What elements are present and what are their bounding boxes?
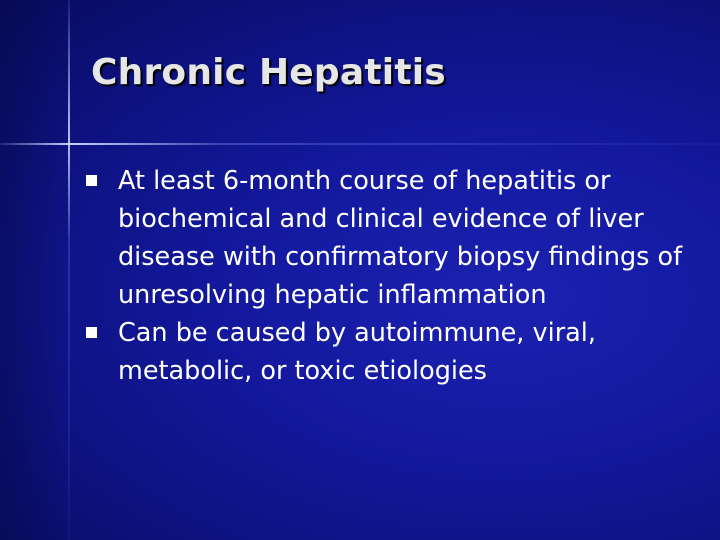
- vertical-accent-line: [68, 0, 70, 540]
- square-bullet-icon: [86, 327, 97, 338]
- bullet-text: At least 6-month course of hepatitis or biochemical and clinical evidence of liver disease with confirmatory biopsy findings of unresolving hepatic inflammation: [118, 166, 683, 310]
- bullet-text: Can be caused by autoimmune, viral, metabolic, or toxic etiologies: [118, 318, 596, 386]
- bullet-item: [86, 162, 706, 314]
- square-bullet-icon: [86, 175, 97, 186]
- slide-title: Chronic Hepatitis: [91, 52, 446, 93]
- horizontal-accent-line: [0, 143, 720, 145]
- left-edge-shade: [0, 0, 68, 540]
- bullet-item: [86, 314, 706, 390]
- bullet-list: [86, 162, 706, 390]
